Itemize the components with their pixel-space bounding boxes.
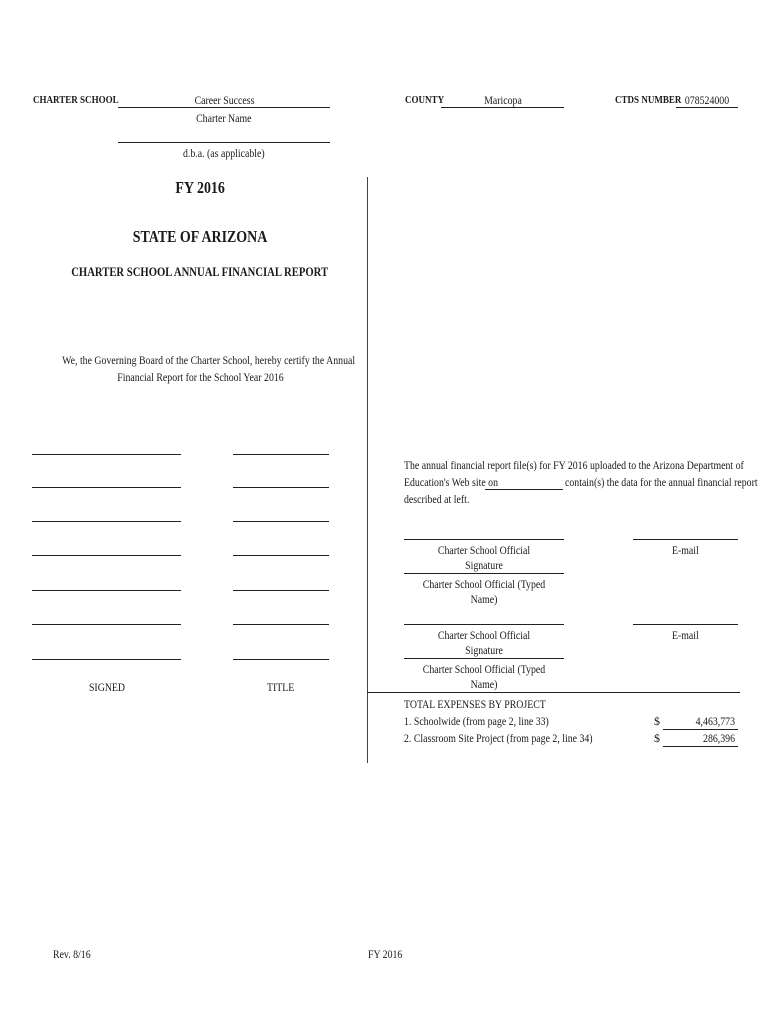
currency-symbol: $ xyxy=(654,714,660,728)
email-caption-1: E-mail xyxy=(672,543,699,557)
signed-line[interactable] xyxy=(32,454,181,455)
official-signature-line-1[interactable] xyxy=(404,539,564,540)
official-typed-name-caption-1: Charter School Official (Typed Name) xyxy=(422,577,546,606)
expense-amount-classroom-site[interactable]: 286,396 xyxy=(703,731,735,745)
revision-label: Rev. 8/16 xyxy=(53,947,91,961)
title-line[interactable] xyxy=(233,487,329,488)
footer-fy: FY 2016 xyxy=(368,947,403,961)
signed-line[interactable] xyxy=(32,521,181,522)
upload-date-field[interactable] xyxy=(485,489,563,490)
county-underline xyxy=(441,107,564,108)
title-line[interactable] xyxy=(233,454,329,455)
signed-line[interactable] xyxy=(32,590,181,591)
charter-school-label: CHARTER SCHOOL xyxy=(33,94,119,106)
upload-statement-line-3: described at left. xyxy=(404,492,470,506)
certification-line-1: We, the Governing Board of the Charter School, hereby certify the Annual xyxy=(62,353,356,367)
dba-underline[interactable] xyxy=(118,142,330,143)
signed-line[interactable] xyxy=(32,624,181,625)
charter-school-name-field[interactable]: Career Success xyxy=(194,93,254,107)
charter-name-caption: Charter Name xyxy=(196,111,252,125)
dba-caption: d.b.a. (as applicable) xyxy=(183,146,265,160)
signed-line[interactable] xyxy=(32,659,181,660)
expenses-divider xyxy=(367,692,740,693)
email-caption-2: E-mail xyxy=(672,628,699,642)
title-caption: TITLE xyxy=(267,680,295,694)
ctds-underline xyxy=(676,107,738,108)
expense-row-label: 2. Classroom Site Project (from page 2, line 34) xyxy=(404,731,593,745)
state-title: STATE OF ARIZONA xyxy=(132,227,268,246)
official-signature-caption-2: Charter School Official Signature xyxy=(437,628,531,657)
expense-amount-schoolwide[interactable]: 4,463,773 xyxy=(695,714,735,728)
expenses-heading: TOTAL EXPENSES BY PROJECT xyxy=(404,697,546,711)
official-signature-line-2[interactable] xyxy=(404,624,564,625)
title-line[interactable] xyxy=(233,590,329,591)
signed-caption: SIGNED xyxy=(88,680,125,694)
county-field[interactable]: Maricopa xyxy=(483,93,522,107)
fy-title: FY 2016 xyxy=(175,178,225,197)
upload-statement-line-1: The annual financial report file(s) for FY 2016 uploaded to the Arizona Department of xyxy=(404,458,744,472)
expense-row-label: 1. Schoolwide (from page 2, line 33) xyxy=(404,714,549,728)
vertical-divider xyxy=(367,177,368,763)
official-typed-name-line-1[interactable] xyxy=(404,573,564,574)
certification-line-2: Financial Report for the School Year 2016 xyxy=(116,370,284,384)
signed-line[interactable] xyxy=(32,555,181,556)
ctds-label: CTDS NUMBER xyxy=(615,94,682,106)
title-line[interactable] xyxy=(233,659,329,660)
title-line[interactable] xyxy=(233,521,329,522)
title-line[interactable] xyxy=(233,624,329,625)
official-typed-name-caption-2: Charter School Official (Typed Name) xyxy=(422,662,546,691)
title-line[interactable] xyxy=(233,555,329,556)
email-line-2[interactable] xyxy=(633,624,738,625)
county-label: COUNTY xyxy=(405,94,445,106)
email-line-1[interactable] xyxy=(633,539,738,540)
upload-statement-line-2b: contain(s) the data for the annual financial report xyxy=(565,475,758,489)
amount-underline xyxy=(663,729,738,730)
amount-underline xyxy=(663,746,738,747)
signed-line[interactable] xyxy=(32,487,181,488)
ctds-number-field[interactable]: 078524000 xyxy=(684,93,730,107)
upload-statement-line-2a: Education's Web site on xyxy=(404,475,498,489)
official-typed-name-line-2[interactable] xyxy=(404,658,564,659)
currency-symbol: $ xyxy=(654,731,660,745)
report-title: CHARTER SCHOOL ANNUAL FINANCIAL REPORT xyxy=(71,264,329,279)
official-signature-caption-1: Charter School Official Signature xyxy=(437,543,531,572)
charter-name-underline xyxy=(118,107,330,108)
